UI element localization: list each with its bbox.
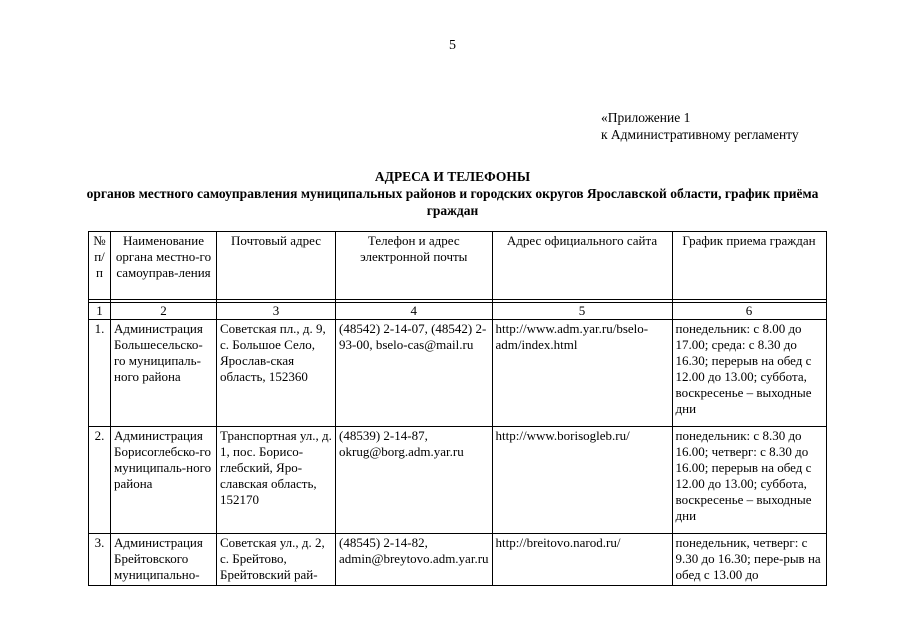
column-number: 2 [111, 303, 217, 320]
header-organ-name: Наименование органа местно-го самоуправ-ления [111, 232, 217, 300]
organ-name: Администрация Большесельско-го муниципаль-ного района [111, 320, 217, 427]
header-phone-email: Телефон и адрес электронной почты [336, 232, 493, 300]
postal-address: Советская ул., д. 2, с. Брейтово, Брейтовский рай- [217, 534, 336, 586]
organ-name: Администрация Борисоглебско-го муниципаль-ного района [111, 427, 217, 534]
table-row [89, 427, 827, 534]
organ-name: Администрация Брейтовского муниципально- [111, 534, 217, 586]
reception-schedule: понедельник, четверг: с 9.30 до 16.30; пере-рыв на обед с 13.00 до [672, 534, 826, 586]
row-number: 3. [89, 534, 111, 586]
phone-email: (48539) 2-14-87, okrug@borg.adm.yar.ru [336, 427, 493, 534]
phone-email: (48545) 2-14-82, admin@breytovo.adm.yar.ru [336, 534, 493, 586]
reception-schedule: понедельник: с 8.30 до 16.00; четверг: с 8.30 до 16.00; перерыв на обед с 12.00 до 13.00; суббота, воскресенье – выходные дни [672, 427, 826, 534]
column-number: 1 [89, 303, 111, 320]
column-number: 5 [492, 303, 672, 320]
header-number: № п/п [89, 232, 111, 300]
website: http://breitovo.narod.ru/ [492, 534, 672, 586]
appendix-line-1: «Приложение 1 [601, 110, 691, 125]
column-number: 6 [672, 303, 826, 320]
table-row [89, 320, 827, 427]
appendix-note [601, 109, 799, 143]
reception-schedule: понедельник: с 8.00 до 17.00; среда: с 8.30 до 16.30; перерыв на обед с 12.00 до 13.00; суббота, воскресенье – выходные дни [672, 320, 826, 427]
column-number: 3 [217, 303, 336, 320]
phone-email: (48542) 2-14-07, (48542) 2-93-00, bselo-cas@mail.ru [336, 320, 493, 427]
row-number: 2. [89, 427, 111, 534]
header-postal-address: Почтовый адрес [217, 232, 336, 300]
appendix-line-2: к Административному регламенту [601, 127, 799, 142]
column-number: 4 [336, 303, 493, 320]
website: http://www.adm.yar.ru/bselo-adm/index.html [492, 320, 672, 427]
postal-address: Транспортная ул., д. 1, пос. Борисо-глебский, Яро-славская область, 152170 [217, 427, 336, 534]
title-line-2: органов местного самоуправления муниципальных районов и городских округов Ярославской области, график приёма граждан [86, 186, 819, 218]
header-schedule: График приема граждан [672, 232, 826, 300]
column-number-row [89, 303, 827, 320]
postal-address: Советская пл., д. 9, с. Большое Село, Ярослав-ская область, 152360 [217, 320, 336, 427]
title-line-1: АДРЕСА И ТЕЛЕФОНЫ [374, 169, 531, 184]
row-number: 1. [89, 320, 111, 427]
contacts-table [88, 231, 827, 586]
table-row [89, 534, 827, 586]
website: http://www.borisogleb.ru/ [492, 427, 672, 534]
table-header-row [89, 232, 827, 300]
page-number: 5 [449, 38, 456, 53]
header-website: Адрес официального сайта [492, 232, 672, 300]
document-title [60, 168, 845, 219]
